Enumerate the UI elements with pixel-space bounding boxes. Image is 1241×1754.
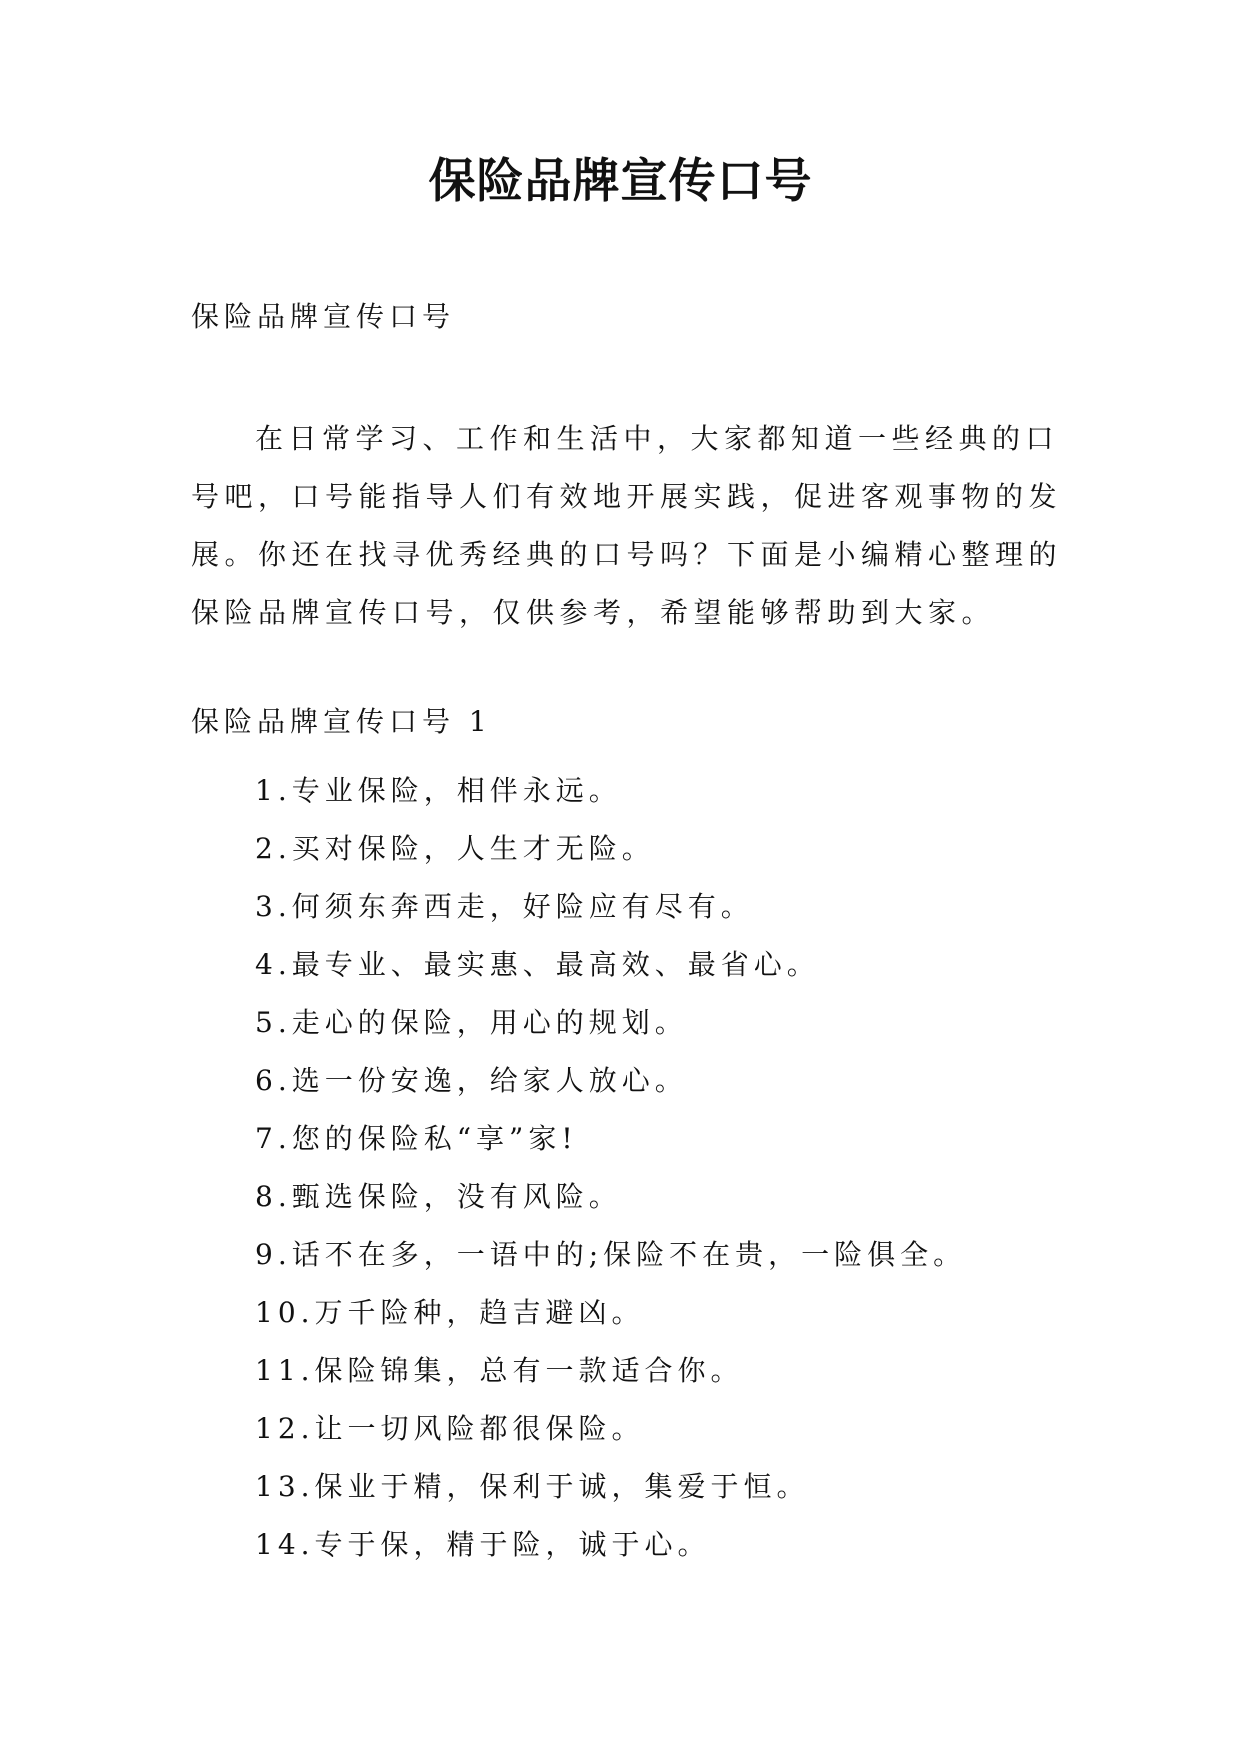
section-heading: 保险品牌宣传口号 1 (191, 705, 492, 738)
slogan-item: 10.万千险种，趋吉避凶。 (255, 1296, 645, 1329)
slogan-list (255, 762, 966, 1574)
slogan-item: 2.买对保险，人生才无险。 (255, 832, 655, 865)
intro-paragraph (191, 410, 1063, 642)
slogan-item: 7.您的保险私“享”家! (255, 1122, 578, 1155)
intro-line: 展。你还在找寻优秀经典的口号吗？下面是小编精心整理的 (191, 538, 1063, 571)
slogan-item: 12.让一切风险都很保险。 (255, 1412, 645, 1445)
document-subtitle: 保险品牌宣传口号 (191, 300, 456, 333)
slogan-item: 8.甄选保险，没有风险。 (255, 1180, 622, 1213)
slogan-item: 1.专业保险，相伴永远。 (255, 774, 622, 807)
intro-line: 保险品牌宣传口号，仅供参考，希望能够帮助到大家。 (191, 596, 996, 629)
slogan-item: 13.保业于精，保利于诚，集爱于恒。 (255, 1470, 810, 1503)
slogan-item: 6.选一份安逸，给家人放心。 (255, 1064, 688, 1097)
document-title: 保险品牌宣传口号 (428, 154, 813, 209)
slogan-item: 9.话不在多，一语中的;保险不在贵，一险俱全。 (255, 1238, 967, 1271)
slogan-item: 11.保险锦集，总有一款适合你。 (255, 1354, 744, 1387)
slogan-item: 14.专于保，精于险，诚于心。 (255, 1528, 711, 1561)
slogan-item: 5.走心的保险，用心的规划。 (255, 1006, 688, 1039)
intro-line: 号吧，口号能指导人们有效地开展实践，促进客观事物的发 (191, 480, 1063, 513)
intro-line: 在日常学习、工作和生活中，大家都知道一些经典的口 (255, 422, 1060, 455)
slogan-item: 3.何须东奔西走，好险应有尽有。 (255, 890, 754, 923)
slogan-item: 4.最专业、最实惠、最高效、最省心。 (255, 948, 820, 981)
